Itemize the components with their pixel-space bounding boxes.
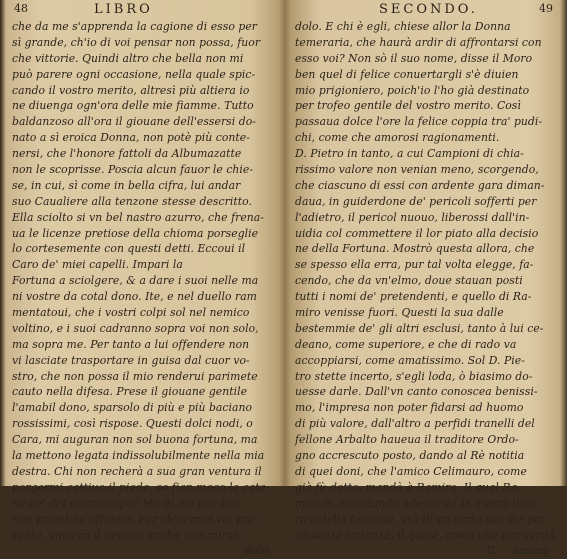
text-line: Cara, mi auguran non sol buona fortuna, ma — [12, 433, 258, 447]
text-line: Ella sciolto si vn bel nastro azurro, che frena- — [12, 210, 264, 224]
text-line: l'amabil dono, sparsolo di più e più baciano — [12, 401, 253, 415]
right-page-header — [289, 2, 559, 18]
text-line: cando il vostro merito, altresì più altiera io — [12, 83, 250, 97]
text-line: Caro de' miei capelli. Impari la — [12, 258, 183, 272]
text-line: l'adietro, il pericol nuouo, liberossi dall'in- — [295, 210, 530, 224]
text-line: mentatoui, che i vostri colpi sol nel nemico — [12, 306, 250, 320]
text-line: che vittorie. Quindi altro che bella non mi — [12, 51, 244, 65]
text-line: accoppiarsi, come amatissimo. Sol D. Pie- — [295, 353, 525, 367]
running-title: LIBRO — [94, 2, 153, 17]
text-line: sì grande, ch'io di voi pensar non possa, fuor — [12, 35, 261, 49]
text-line: cendo, che da vn'elmo, doue stauan posti — [295, 274, 523, 288]
text-line: ma sopra me. Per tanto a lui offendere non — [12, 337, 250, 351]
text-line: ne de' del vostro capo? Ma di me per Dio — [12, 496, 239, 510]
text-line: Fortuna a sciolgere, & a dare i suoi nelle ma — [12, 274, 259, 288]
text-line: bestemmie de' gli altri esclusi, tanto à lui ce- — [295, 321, 544, 335]
text-line: nato a sì eroica Donna, non potè più conte- — [12, 131, 250, 145]
text-line: rissimo valore non venian meno, scorgendo, — [295, 163, 539, 177]
text-line: lo cortesemente con questi detti. Eccoui il — [12, 242, 246, 256]
text-line: mo, l'impresa non poter fidarsi ad huomo — [295, 401, 524, 415]
left-page — [8, 0, 280, 558]
left-page-header — [8, 2, 280, 18]
text-line: temeraria, che haurà ardir di affrontarsi con — [295, 35, 542, 49]
page-number: 49 — [539, 2, 553, 15]
text-line: uidia col commettere il lor piato alla decisio — [295, 226, 539, 240]
text-line: rossissimi, così rispose. Questi dolci nodi, o — [12, 417, 253, 431]
text-line: esso voi? Non sò il suo nome, disse il Moro — [295, 51, 533, 65]
text-line: non prendete affanno. Pur ch'io miri voi pre- — [12, 512, 259, 526]
catchword: nascel- — [512, 544, 551, 558]
text-line: se spesso ella erra, pur tal volta elegge, fa- — [295, 258, 534, 272]
text-line: che ciascuno di essi con ardente gara diman- — [295, 178, 545, 192]
text-line: baldanzoso all'ora il giouane dell'essersi do- — [12, 115, 256, 129]
left-page-text — [12, 19, 276, 559]
text-line: gno accrescuto posto, dando al Rè notitia — [295, 449, 525, 463]
text-line: destra. Chi non recherà a sua gran ventura il — [12, 464, 262, 478]
text-line: miro in accettando adesso da D. Pietro il ca- — [295, 496, 540, 510]
running-title: SECONDO. — [379, 2, 478, 17]
right-page-text — [295, 19, 555, 559]
text-line: uesse darle. Dall'vn canto conoscea benissi- — [295, 385, 538, 399]
text-line: deano, come superiore, e che di rado va — [295, 337, 517, 351]
text-line: miro venisse fuori. Questi la sua dalle — [295, 306, 504, 320]
text-line: tutti i nomi de' pretendenti, e quello di Ra- — [295, 290, 532, 304]
text-line: sente, vincerò il nemico anche non miran- — [12, 528, 244, 542]
text-line: porgermi cattiuo il piede, se fian meco le cate- — [12, 480, 270, 494]
text-line: stro, che non possa il mio renderui parimete — [12, 369, 258, 383]
page-number: 48 — [14, 2, 28, 15]
text-line: voltino, e i suoi cadranno sopra voi non solo, — [12, 321, 259, 335]
text-line: mio prigioniero, poich'io l'ho già destinato — [295, 83, 530, 97]
text-line: rico della tenzone, vsò di vn certo suo dir par — [295, 512, 546, 526]
text-line: se, in cui, sì come in bella cifra, lui andar — [12, 178, 241, 192]
text-line: che da me s'apprenda la cagione di esso per — [12, 20, 257, 33]
text-line: chi, come che amorosi ragionamenti. — [295, 131, 500, 145]
page-footer — [12, 543, 276, 559]
text-line: passaua dolce l'ore la felice coppia tra' pudi- — [295, 115, 543, 129]
text-line: dolo. E chi è egli, chiese allor la Donna — [295, 20, 511, 33]
text-line: daua, in guiderdone de' pericoli sofferti per — [295, 194, 537, 208]
text-line: ua le licenze pretiose della chioma porseglie — [12, 226, 259, 240]
page-footer — [295, 543, 555, 559]
text-line: fellone Arbalto haueua il traditore Ordo- — [295, 433, 519, 447]
text-line: vi lasciate trasportare in guisa dal cuor vo- — [12, 353, 250, 367]
text-line: può parere ogni occasione, nella quale spic- — [12, 67, 256, 81]
text-line: D. Pietro in tanto, a cui Campioni di chia- — [295, 147, 524, 161]
text-line: di più valore, dall'altro a perfidi tranelli del — [295, 417, 535, 431]
text-line: ne della Fortuna. Mostrò questa allora, che — [295, 242, 535, 256]
text-line: la mettono legata indissolubilmente nella mia — [12, 449, 265, 463]
text-line: non le scoprisse. Poscia alcun fauor le chie- — [12, 163, 254, 177]
signature-mark: C — [486, 544, 495, 558]
text-line: di quei doni, che l'amico Celimauro, come — [295, 464, 527, 478]
text-line: suo Caualiere alla tenzone stesse descritto. — [12, 194, 252, 208]
text-line: cauto nella difesa. Prese il giouane gentile — [12, 385, 248, 399]
text-line: già fù detto, mandò à Ramiro. Il qual Ra- — [295, 480, 521, 494]
text-line: ne diuenga ogn'ora delle mie fiamme. Tutto — [12, 99, 254, 113]
catchword: dolo, — [244, 544, 272, 558]
text-line: per trofeo gentile del vostro merito. Così — [295, 99, 521, 113]
right-page — [289, 0, 559, 558]
text-line: nersi, che l'honore fattoli da Albumazatte — [12, 147, 242, 161]
text-line: ni vostre da cotal dono. Ite, e nel duello ram — [12, 290, 257, 304]
text-line: ben quel di felice conuertargli s'è diuien — [295, 67, 519, 81]
text-line: co senza iattanza, il quale, come che per verità — [295, 528, 556, 542]
text-line: tro stette incerto, s'egli loda, ò biasimo do- — [295, 369, 533, 383]
